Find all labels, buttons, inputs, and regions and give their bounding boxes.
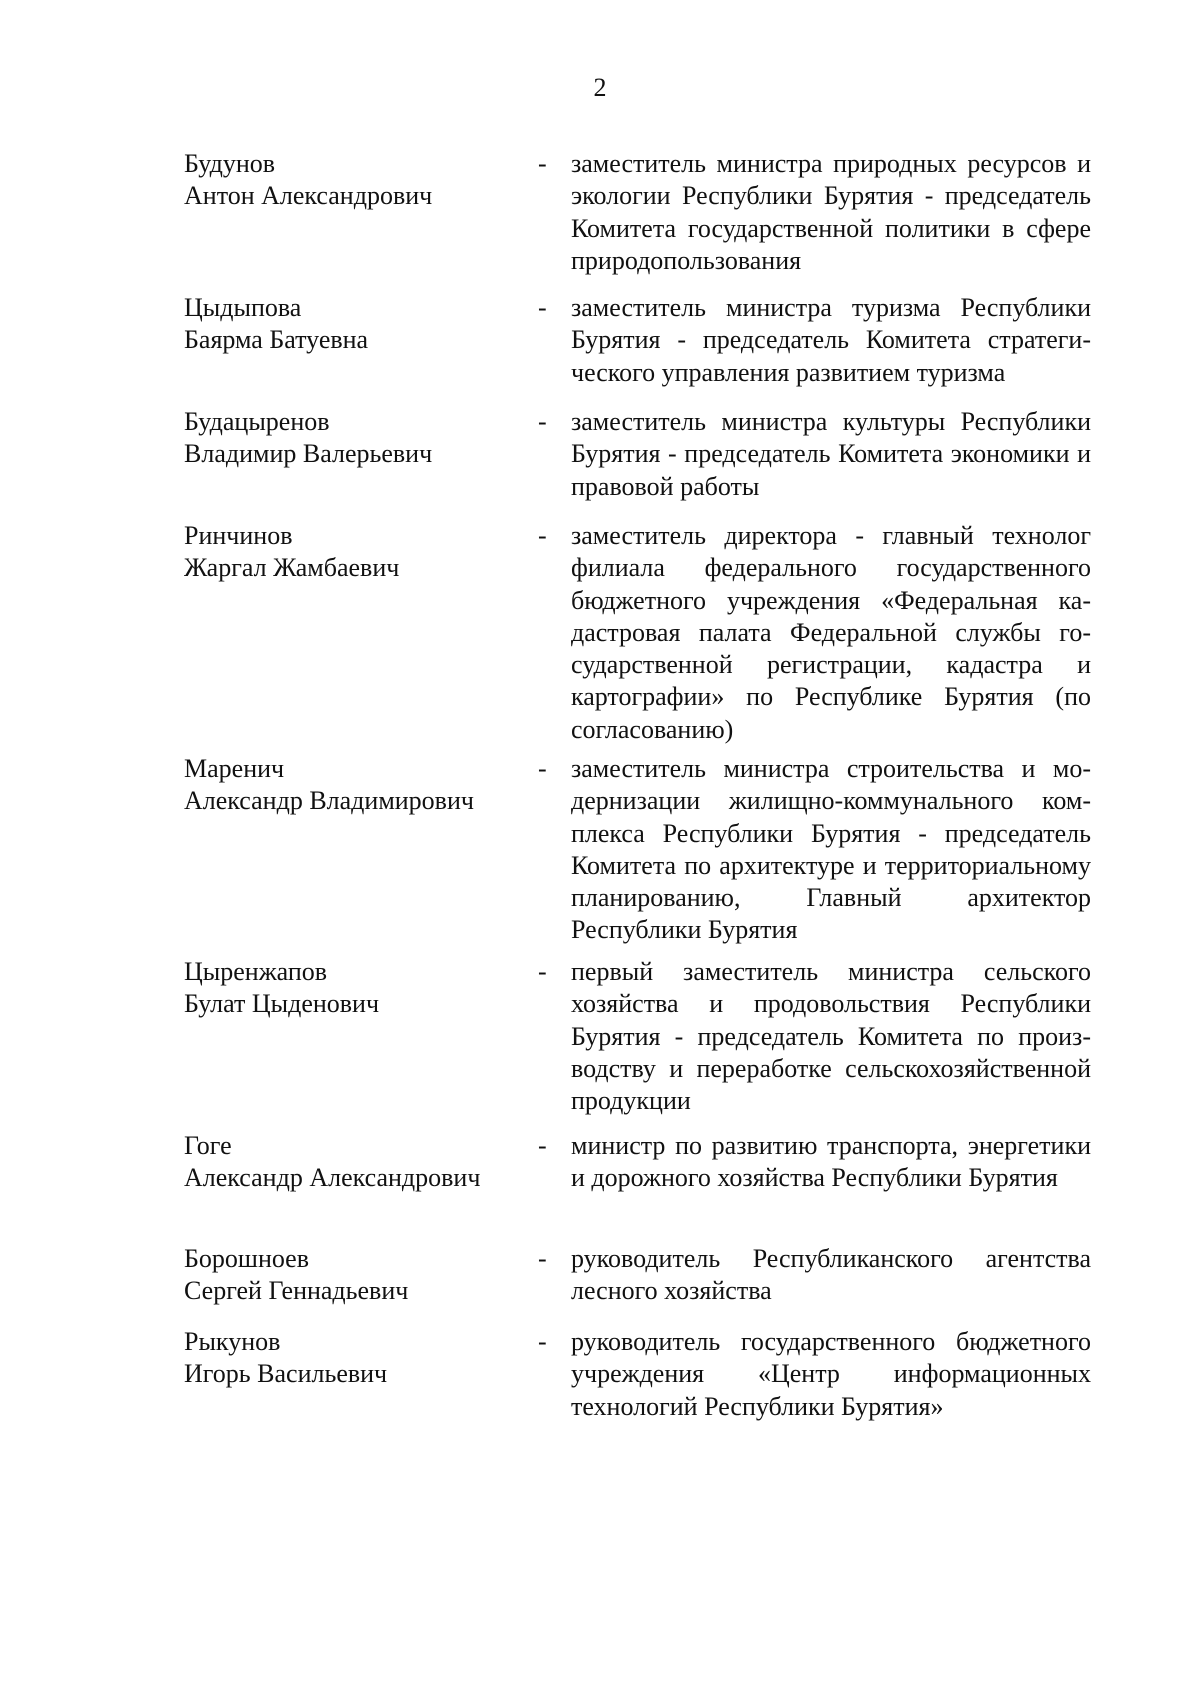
- member-name: Рыкунов Игорь Васильевич: [184, 1327, 388, 1389]
- member-position: первый заместитель министра сельского хозяйства и продовольствия Республики Бурятия - председатель Комитета по производству и переработке сельскохозяйственной продукции: [571, 957, 1091, 1116]
- member-name: Борошноев Сергей Геннадьевич: [184, 1244, 409, 1306]
- member-position: руководитель государственного бюджетного учреждения «Центр информационных технологий Республики Бурятия»: [571, 1327, 1091, 1421]
- page-number: 2: [593, 73, 607, 102]
- separator-dash: -: [538, 407, 547, 436]
- member-name: Ринчинов Жаргал Жамбаевич: [184, 521, 400, 583]
- member-position: заместитель министра природных ресурсов и экологии Республики Бурятия - председатель Комитета государственной политики в сфере природопользования: [571, 149, 1091, 275]
- separator-dash: -: [538, 754, 547, 783]
- separator-dash: -: [538, 521, 547, 550]
- member-name: Будунов Антон Александрович: [184, 149, 433, 211]
- separator-dash: -: [538, 293, 547, 322]
- member-name: Будацыренов Владимир Валерьевич: [184, 407, 433, 469]
- member-position: заместитель министра туризма Республики Бурятия - председатель Комитета стратегического управления развитием туризма: [571, 293, 1091, 387]
- member-position: заместитель директора - главный технолог филиала федерального государственного бюджетного учреждения «Федеральная кадастровая палата Федеральной службы государственной регистрации, кадастра и картографии» по Республике Бурятия (по согласованию): [571, 521, 1091, 744]
- member-position: заместитель министра строительства и модернизации жилищно-коммунального комплекса Республики Бурятия - председатель Комитета по архитектуре и территориальному планированию, Главный архитектор Республики Бурятия: [571, 754, 1091, 945]
- member-name: Цыренжапов Булат Цыденович: [184, 957, 380, 1019]
- member-name: Цыдыпова Баярма Батуевна: [184, 293, 369, 355]
- member-name: Маренич Александр Владимирович: [184, 754, 474, 816]
- member-name: Гоге Александр Александрович: [184, 1131, 481, 1193]
- member-position: министр по развитию транспорта, энергетики и дорожного хозяйства Республики Бурятия: [571, 1131, 1091, 1193]
- separator-dash: -: [538, 957, 547, 986]
- separator-dash: -: [538, 1131, 547, 1160]
- separator-dash: -: [538, 149, 547, 178]
- member-position: заместитель министра культуры Республики Бурятия - председатель Комитета экономики и правовой работы: [571, 407, 1091, 501]
- separator-dash: -: [538, 1244, 547, 1273]
- separator-dash: -: [538, 1327, 547, 1356]
- member-position: руководитель Республиканского агентства лесного хозяйства: [571, 1244, 1091, 1306]
